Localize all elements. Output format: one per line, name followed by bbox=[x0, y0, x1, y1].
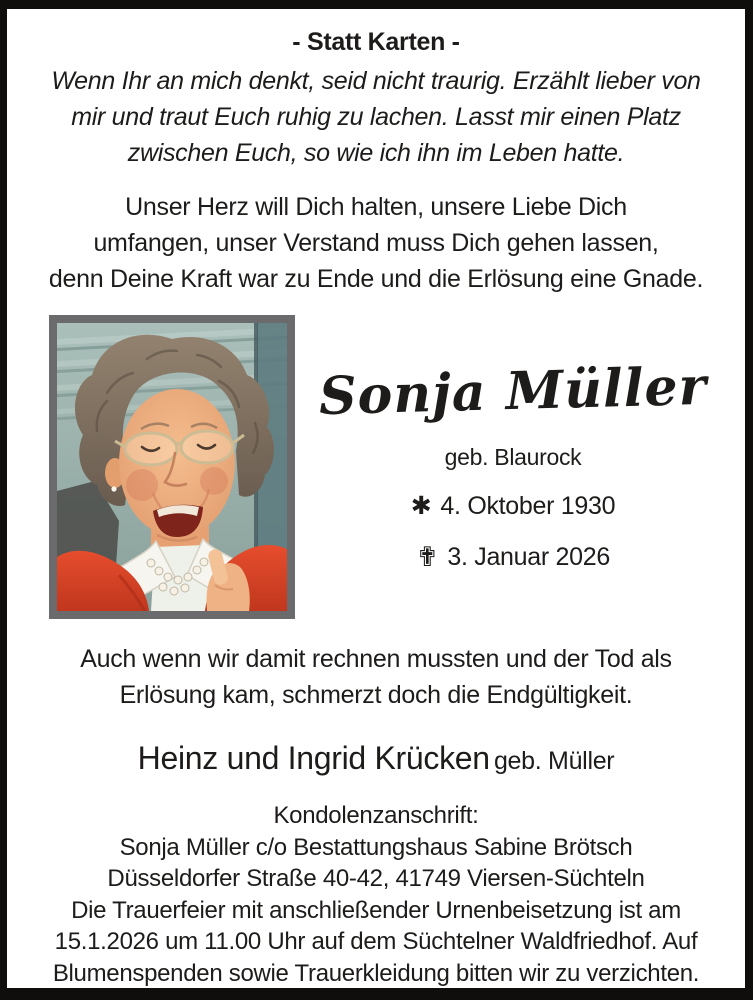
birth-star-icon: ✱ bbox=[410, 491, 432, 520]
maiden-name: geb. Blaurock bbox=[444, 443, 582, 470]
text-line: Blumenspenden sowie Trauerkleidung bitten wir zu verzichten. bbox=[52, 959, 700, 987]
farewell-text bbox=[7, 641, 745, 713]
text-line: Auch wenn wir damit rechnen mussten und der Tod als bbox=[80, 645, 672, 673]
deceased-name: Sonja Müller bbox=[318, 355, 708, 427]
text-line: Die Trauerfeier mit anschließender Urnenbeisetzung ist am bbox=[71, 896, 681, 924]
death-line bbox=[301, 540, 725, 573]
text-line: Kondolenzanschrift: bbox=[273, 802, 479, 829]
text-line: mir und traut Euch ruhig zu lachen. Lasst mir einen Platz bbox=[71, 103, 681, 131]
heart-quote bbox=[7, 189, 745, 297]
funeral-info bbox=[7, 800, 745, 989]
text-line: Wenn Ihr an mich denkt, seid nicht traurig. Erzählt lieber von bbox=[51, 67, 701, 95]
memorial-quote bbox=[7, 63, 745, 171]
death-cross-icon: ✟ bbox=[416, 541, 439, 572]
mourners-line bbox=[7, 737, 745, 786]
text-line: Düsseldorfer Straße 40-42, 41749 Viersen-Süchteln bbox=[107, 865, 645, 892]
text-line: Erlösung kam, schmerzt doch die Endgültigkeit. bbox=[119, 681, 633, 709]
text-line: 15.1.2026 um 11.00 Uhr auf dem Süchtelner Waldfriedhof. Auf bbox=[54, 928, 698, 955]
statt-karten-header: - Statt Karten - bbox=[292, 28, 460, 56]
text-line: zwischen Euch, so wie ich ihn im Leben hatte. bbox=[127, 139, 625, 167]
birth-line bbox=[301, 490, 725, 522]
mourners-names: Heinz und Ingrid Krücken bbox=[137, 740, 490, 776]
text-line: Unser Herz will Dich halten, unsere Liebe Dich bbox=[125, 193, 627, 221]
text-line: denn Deine Kraft war zu Ende und die Erlösung eine Gnade. bbox=[48, 265, 704, 293]
text-line: Sonja Müller c/o Bestattungshaus Sabine Brötsch bbox=[119, 833, 633, 861]
photo-and-name-row bbox=[7, 311, 745, 623]
portrait-photo bbox=[49, 315, 295, 619]
deceased-identity bbox=[295, 355, 725, 573]
mourners-maiden: geb. Müller bbox=[493, 747, 615, 775]
text-line: umfangen, unser Verstand muss Dich gehen lassen, bbox=[93, 229, 659, 257]
birth-date: 4. Oktober 1930 bbox=[440, 491, 616, 520]
death-date: 3. Januar 2026 bbox=[447, 542, 610, 571]
